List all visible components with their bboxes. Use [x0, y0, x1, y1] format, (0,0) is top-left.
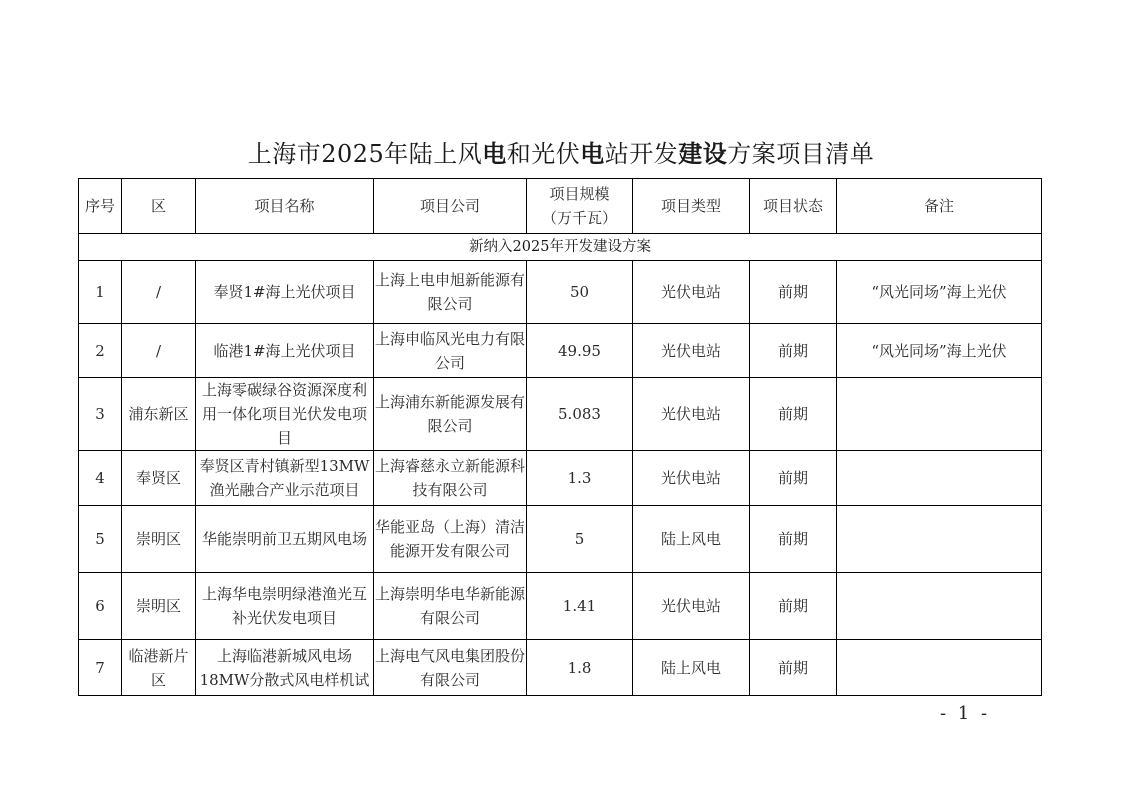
cell-scale: 5.083: [527, 378, 633, 451]
cell-company: 上海浦东新能源发展有限公司: [374, 378, 527, 451]
table-row: [79, 640, 1042, 696]
cell-scale: 1.3: [527, 451, 633, 506]
cell-no: 6: [79, 573, 122, 640]
cell-no: 4: [79, 451, 122, 506]
header-scale-line1: 项目规模: [549, 185, 610, 203]
cell-status: 前期: [750, 640, 837, 696]
cell-no: 3: [79, 378, 122, 451]
cell-district: 崇明区: [122, 573, 196, 640]
table-row: [79, 378, 1042, 451]
cell-note: [837, 378, 1042, 451]
cell-scale: 1.41: [527, 573, 633, 640]
header-company: 项目公司: [374, 179, 527, 234]
cell-name: 上海临港新城风电场18MW分散式风电样机试: [196, 640, 374, 696]
cell-note: “风光同场”海上光伏: [837, 324, 1042, 378]
cell-company: 上海崇明华电华新能源有限公司: [374, 573, 527, 640]
section-row: [79, 234, 1042, 261]
cell-name: 奉贤区青村镇新型13MW渔光融合产业示范项目: [196, 451, 374, 506]
cell-note: [837, 573, 1042, 640]
cell-type: 陆上风电: [633, 506, 750, 573]
table-row: [79, 451, 1042, 506]
table-row: [79, 573, 1042, 640]
header-note: 备注: [837, 179, 1042, 234]
cell-scale: 50: [527, 261, 633, 324]
cell-type: 陆上风电: [633, 640, 750, 696]
table-row: [79, 506, 1042, 573]
cell-type: 光伏电站: [633, 324, 750, 378]
cell-name: 奉贤1#海上光伏项目: [196, 261, 374, 324]
cell-status: 前期: [750, 324, 837, 378]
cell-status: 前期: [750, 261, 837, 324]
header-district: 区: [122, 179, 196, 234]
cell-no: 7: [79, 640, 122, 696]
header-type: 项目类型: [633, 179, 750, 234]
cell-district: 临港新片区: [122, 640, 196, 696]
cell-note: [837, 506, 1042, 573]
table-row: [79, 324, 1042, 378]
cell-type: 光伏电站: [633, 261, 750, 324]
cell-no: 2: [79, 324, 122, 378]
cell-district: /: [122, 324, 196, 378]
section-label: 新纳入2025年开发建设方案: [79, 234, 1042, 261]
cell-district: /: [122, 261, 196, 324]
table-header-row: [79, 179, 1042, 234]
header-scale: [527, 179, 633, 234]
project-table: [78, 178, 1042, 696]
header-status: 项目状态: [750, 179, 837, 234]
cell-note: [837, 640, 1042, 696]
header-name: 项目名称: [196, 179, 374, 234]
cell-no: 5: [79, 506, 122, 573]
cell-scale: 1.8: [527, 640, 633, 696]
page-number: - 1 -: [940, 703, 991, 724]
cell-type: 光伏电站: [633, 378, 750, 451]
cell-type: 光伏电站: [633, 573, 750, 640]
cell-status: 前期: [750, 573, 837, 640]
cell-company: 上海睿慈永立新能源科技有限公司: [374, 451, 527, 506]
cell-type: 光伏电站: [633, 451, 750, 506]
cell-name: 上海零碳绿谷资源深度利用一体化项目光伏发电项目: [196, 378, 374, 451]
cell-district: 崇明区: [122, 506, 196, 573]
cell-status: 前期: [750, 506, 837, 573]
cell-scale: 5: [527, 506, 633, 573]
header-no: 序号: [79, 179, 122, 234]
cell-district: 浦东新区: [122, 378, 196, 451]
cell-note: “风光同场”海上光伏: [837, 261, 1042, 324]
cell-name: 临港1#海上光伏项目: [196, 324, 374, 378]
cell-no: 1: [79, 261, 122, 324]
cell-district: 奉贤区: [122, 451, 196, 506]
cell-company: 华能亚岛（上海）清洁能源开发有限公司: [374, 506, 527, 573]
cell-scale: 49.95: [527, 324, 633, 378]
table-row: [79, 261, 1042, 324]
cell-name: 华能崇明前卫五期风电场: [196, 506, 374, 573]
cell-company: 上海申临风光电力有限公司: [374, 324, 527, 378]
cell-company: 上海上电申旭新能源有限公司: [374, 261, 527, 324]
header-scale-line2: （万千瓦）: [541, 209, 617, 227]
cell-note: [837, 451, 1042, 506]
cell-name: 上海华电崇明绿港渔光互补光伏发电项目: [196, 573, 374, 640]
cell-status: 前期: [750, 451, 837, 506]
page-title: 上海市2025年陆上风电和光伏电站开发建设方案项目清单: [247, 139, 875, 168]
cell-company: 上海电气风电集团股份有限公司: [374, 640, 527, 696]
cell-status: 前期: [750, 378, 837, 451]
